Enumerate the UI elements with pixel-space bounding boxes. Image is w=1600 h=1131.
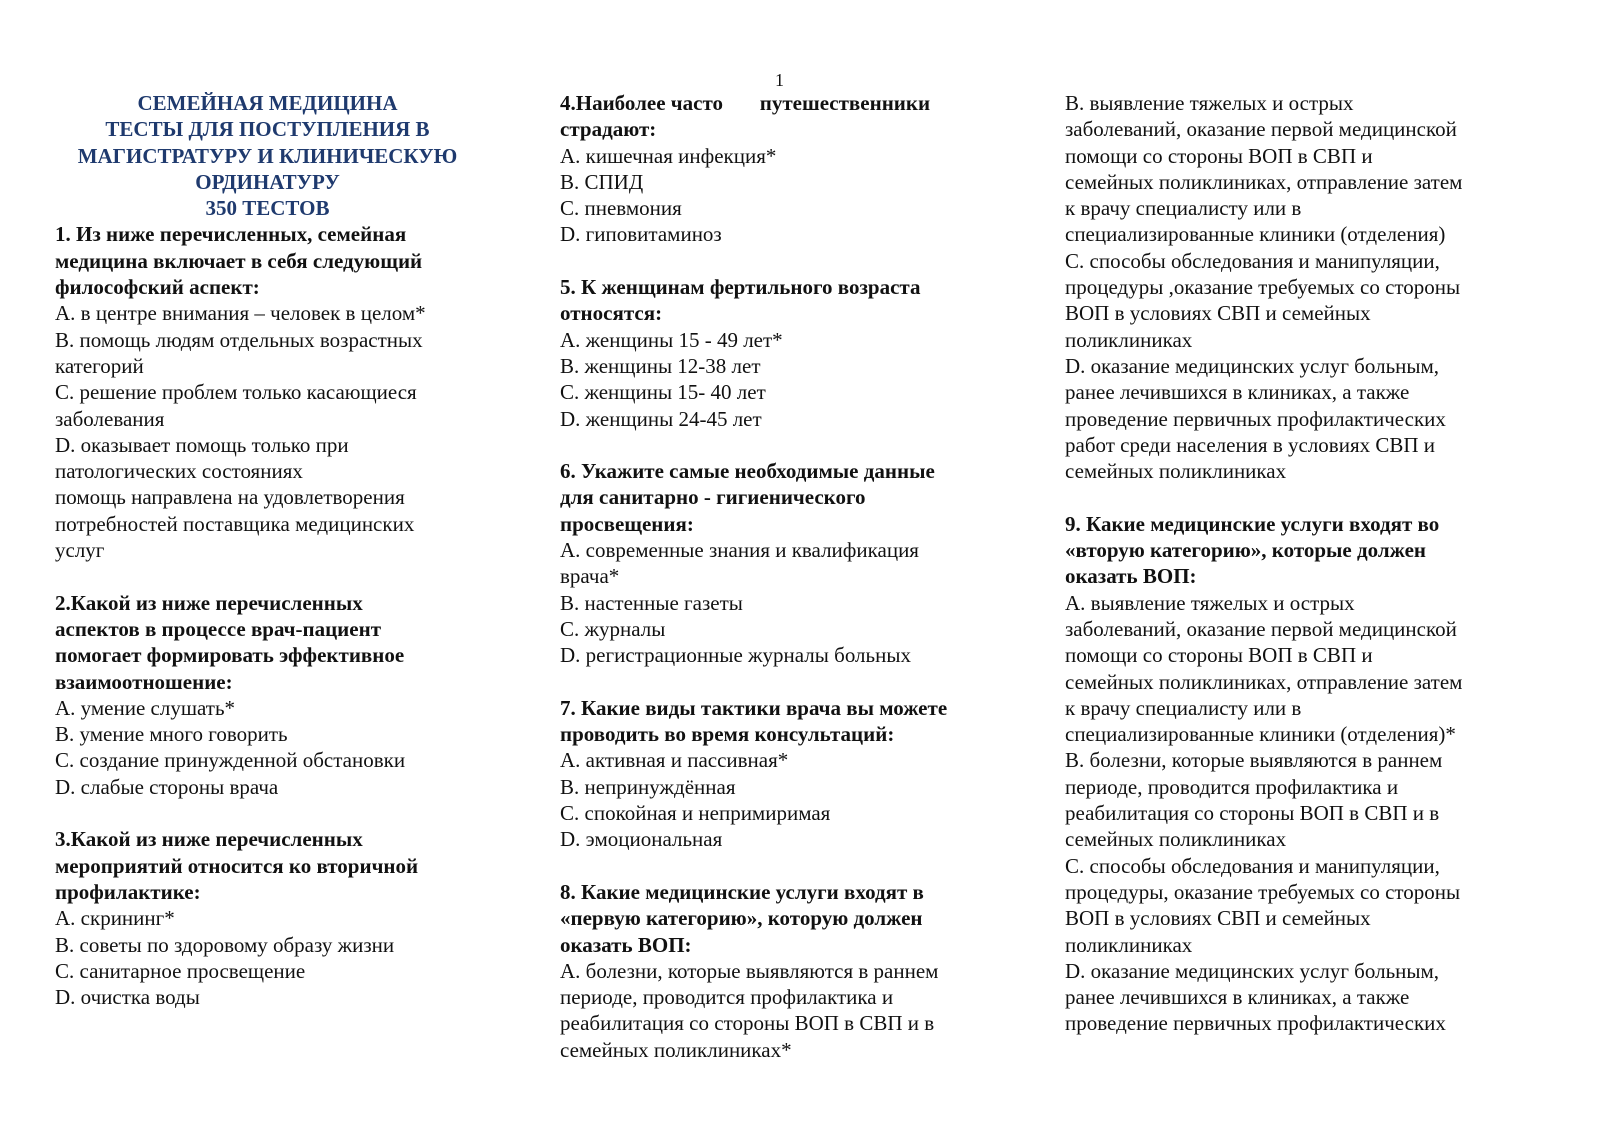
answer-line: А. женщины 15 - 49 лет* bbox=[560, 327, 783, 352]
question-text bbox=[1065, 511, 1505, 590]
answer-line: поликлиниках bbox=[1065, 327, 1193, 352]
answer-line: услуг bbox=[55, 538, 105, 563]
answer-line: В. умение много говорить bbox=[55, 722, 288, 747]
answer-line: семейных поликлиниках, отправление затем bbox=[1065, 169, 1463, 194]
answer-line: С. способы обследования и манипуляции, bbox=[1065, 248, 1440, 273]
answer-line: категорий bbox=[55, 353, 144, 378]
answer-line: помощи со стороны ВОП в СВП и bbox=[1065, 143, 1373, 168]
answer-line: D. очистка воды bbox=[55, 985, 200, 1010]
answer-line: заболеваний, оказание первой медицинской bbox=[1065, 616, 1457, 641]
question-line: аспектов в процессе врач-пациент bbox=[55, 616, 382, 641]
question-line: помогает формировать эффективное bbox=[55, 643, 405, 668]
answer-line: В. советы по здоровому образу жизни bbox=[55, 932, 395, 957]
question-3 bbox=[55, 826, 480, 1010]
answer-line: заболевания bbox=[55, 406, 165, 431]
answer-line: С. женщины 15- 40 лет bbox=[560, 380, 766, 405]
answer-line: ранее лечившихся в клиниках, а также bbox=[1065, 985, 1410, 1010]
question-line: 9. Какие медицинские услуги входят во bbox=[1065, 511, 1440, 536]
answer-line: А. в центре внимания – человек в целом* bbox=[55, 301, 426, 326]
question-8-continued bbox=[1065, 90, 1505, 484]
column-1 bbox=[55, 90, 480, 1010]
question-5 bbox=[560, 274, 1000, 432]
question-text bbox=[55, 826, 480, 905]
answer-line: специализированные клиники (отделения) bbox=[1065, 222, 1446, 247]
question-text bbox=[560, 90, 1000, 143]
question-line: профилактике: bbox=[55, 879, 201, 904]
answer-line: реабилитация со стороны ВОП в СВП и в bbox=[1065, 801, 1440, 826]
question-9 bbox=[1065, 511, 1505, 1037]
answer-line: ВОП в условиях СВП и семейных bbox=[1065, 301, 1371, 326]
answer-line: D. женщины 24-45 лет bbox=[560, 406, 762, 431]
column-3 bbox=[1065, 90, 1505, 1037]
answer-line: С. пневмония bbox=[560, 196, 682, 221]
question-line: философский аспект: bbox=[55, 275, 260, 300]
title-line: СЕМЕЙНАЯ МЕДИЦИНА bbox=[137, 91, 398, 115]
answer-line: D. гиповитаминоз bbox=[560, 222, 722, 247]
question-line: 1. Из ниже перечисленных, семейная bbox=[55, 222, 407, 247]
answer-line: D. оказание медицинских услуг больным, bbox=[1065, 353, 1440, 378]
title-line: ОРДИНАТУРУ bbox=[195, 169, 340, 194]
answer-line: реабилитация со стороны ВОП в СВП и в bbox=[560, 1011, 935, 1036]
answer-line: периоде, проводится профилактика и bbox=[1065, 774, 1399, 799]
answer-line: процедуры ,оказание требуемых со стороны bbox=[1065, 275, 1461, 300]
question-line: 4.Наиболее часто путешественники bbox=[560, 91, 931, 115]
answer-line: семейных поликлиниках, отправление затем bbox=[1065, 669, 1463, 694]
page-number: 1 bbox=[775, 70, 784, 90]
answer-line: ВОП в условиях СВП и семейных bbox=[1065, 906, 1371, 931]
question-line: оказать ВОП: bbox=[1065, 564, 1197, 589]
question-line: просвещения: bbox=[560, 511, 694, 536]
question-text bbox=[560, 274, 1000, 327]
answer-line: В. женщины 12-38 лет bbox=[560, 353, 761, 378]
answer-line: А. выявление тяжелых и острых bbox=[1065, 590, 1355, 615]
answer-line: ранее лечившихся в клиниках, а также bbox=[1065, 380, 1410, 405]
answer-line: С. журналы bbox=[560, 616, 666, 641]
answer-line: В. помощь людям отдельных возрастных bbox=[55, 327, 423, 352]
answer-line: поликлиниках bbox=[1065, 932, 1193, 957]
answer-line: проведение первичных профилактических bbox=[1065, 1011, 1446, 1036]
question-8 bbox=[560, 879, 1000, 1063]
answer-line: помощь направлена на удовлетворения bbox=[55, 485, 405, 510]
question-1 bbox=[55, 221, 480, 563]
answer-line: С. решение проблем только касающиеся bbox=[55, 380, 417, 405]
question-line: оказать ВОП: bbox=[560, 932, 692, 957]
answer-line: А. активная и пассивная* bbox=[560, 748, 789, 773]
column-2 bbox=[560, 90, 1000, 1063]
answer-line: работ среди населения в условиях СВП и bbox=[1065, 432, 1436, 457]
question-line: «первую категорию», которую должен bbox=[560, 906, 923, 931]
document-title bbox=[55, 90, 480, 221]
question-line: относятся: bbox=[560, 301, 663, 326]
answer-line: периоде, проводится профилактика и bbox=[560, 985, 894, 1010]
question-text bbox=[55, 590, 480, 695]
question-text bbox=[55, 221, 480, 300]
question-2 bbox=[55, 590, 480, 800]
answer-line: С. создание принужденной обстановки bbox=[55, 748, 406, 773]
question-line: 5. К женщинам фертильного возраста bbox=[560, 275, 921, 300]
title-line: 350 ТЕСТОВ bbox=[205, 196, 330, 221]
question-line: 6. Укажите самые необходимые данные bbox=[560, 459, 935, 484]
answer-line: помощи со стороны ВОП в СВП и bbox=[1065, 643, 1373, 668]
question-line: 3.Какой из ниже перечисленных bbox=[55, 827, 363, 852]
question-line: страдают: bbox=[560, 117, 657, 142]
question-line: медицина включает в себя следующий bbox=[55, 248, 423, 273]
answer-line: С. способы обследования и манипуляции, bbox=[1065, 853, 1440, 878]
answer-line: процедуры, оказание требуемых со стороны bbox=[1065, 879, 1461, 904]
answer-line: А. скрининг* bbox=[55, 906, 175, 931]
question-text bbox=[560, 695, 1000, 748]
question-text bbox=[560, 458, 1000, 537]
answer-line: D. оказывает помощь только при bbox=[55, 432, 349, 457]
answer-line: В. болезни, которые выявляются в раннем bbox=[1065, 748, 1443, 773]
question-line: мероприятий относится ко вторичной bbox=[55, 853, 419, 878]
answer-line: С. спокойная и непримиримая bbox=[560, 801, 831, 826]
answer-line: семейных поликлиниках* bbox=[560, 1037, 792, 1062]
question-7 bbox=[560, 695, 1000, 853]
question-line: 8. Какие медицинские услуги входят в bbox=[560, 879, 924, 904]
answer-line: А. современные знания и квалификация bbox=[560, 538, 919, 563]
answer-line: к врачу специалисту или в bbox=[1065, 695, 1302, 720]
answer-line: А. болезни, которые выявляются в раннем bbox=[560, 958, 939, 983]
question-4 bbox=[560, 90, 1000, 248]
question-text bbox=[560, 879, 1000, 958]
answer-line: семейных поликлиниках bbox=[1065, 827, 1287, 852]
answer-line: D. эмоциональная bbox=[560, 827, 723, 852]
answer-line: В. СПИД bbox=[560, 169, 644, 194]
answer-line: врача* bbox=[560, 564, 620, 589]
question-line: проводить во время консультаций: bbox=[560, 722, 895, 747]
question-line: 2.Какой из ниже перечисленных bbox=[55, 590, 363, 615]
answer-line: потребностей поставщика медицинских bbox=[55, 511, 415, 536]
answer-line: к врачу специалисту или в bbox=[1065, 196, 1302, 221]
answer-line: D. слабые стороны врача bbox=[55, 774, 279, 799]
question-6 bbox=[560, 458, 1000, 668]
question-line: взаимоотношение: bbox=[55, 669, 233, 694]
answer-line: С. санитарное просвещение bbox=[55, 958, 306, 983]
answer-line: В. настенные газеты bbox=[560, 590, 743, 615]
answer-line: патологических состояниях bbox=[55, 459, 303, 484]
answer-line: проведение первичных профилактических bbox=[1065, 406, 1446, 431]
answer-line: специализированные клиники (отделения)* bbox=[1065, 722, 1456, 747]
question-line: для санитарно - гигиенического bbox=[560, 485, 866, 510]
answer-line: D. регистрационные журналы больных bbox=[560, 643, 911, 668]
answer-line: заболеваний, оказание первой медицинской bbox=[1065, 117, 1457, 142]
title-line: ТЕСТЫ ДЛЯ ПОСТУПЛЕНИЯ В bbox=[105, 117, 430, 142]
answer-line: семейных поликлиниках bbox=[1065, 459, 1287, 484]
question-line: 7. Какие виды тактики врача вы можете bbox=[560, 695, 948, 720]
question-line: «вторую категорию», которые должен bbox=[1065, 538, 1426, 563]
answer-line: В. непринуждённая bbox=[560, 774, 736, 799]
answer-line: А. умение слушать* bbox=[55, 695, 236, 720]
answer-line: D. оказание медицинских услуг больным, bbox=[1065, 958, 1440, 983]
title-line: МАГИСТРАТУРУ И КЛИНИЧЕСКУЮ bbox=[77, 143, 458, 168]
answer-line: В. выявление тяжелых и острых bbox=[1065, 91, 1354, 115]
answer-line: А. кишечная инфекция* bbox=[560, 143, 777, 168]
